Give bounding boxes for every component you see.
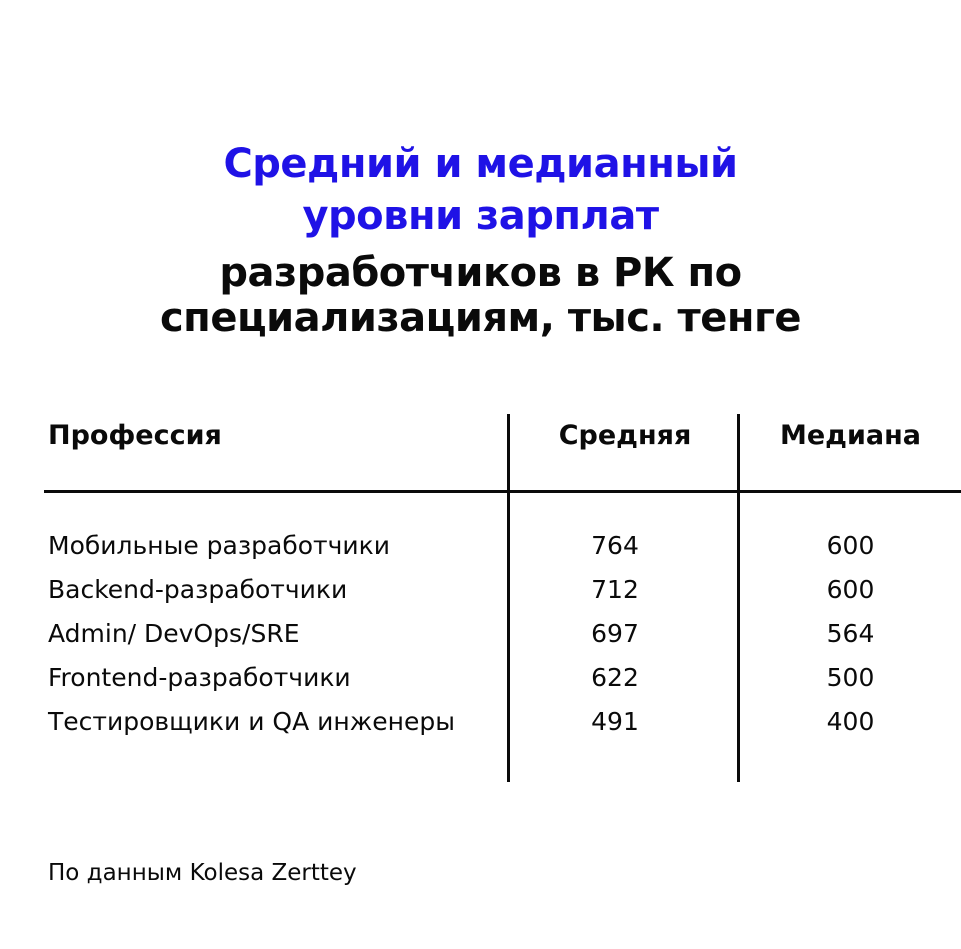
- table-row: [0, 528, 961, 572]
- column-header-profession: Профессия: [48, 420, 222, 451]
- table-body: [0, 528, 961, 748]
- row-mean-value: 697: [591, 619, 639, 648]
- row-median-value: 564: [826, 619, 875, 648]
- table-row: [0, 616, 961, 660]
- row-mean-value: 712: [591, 575, 639, 604]
- table-row: [0, 572, 961, 616]
- row-median-value: 500: [826, 663, 875, 692]
- row-median-value: 400: [826, 707, 875, 736]
- column-header-mean: Средняя: [558, 420, 692, 451]
- row-profession: Frontend-разработчики: [48, 663, 351, 692]
- title-accent-2: уровни зарплат: [302, 193, 659, 239]
- row-median-value: 600: [826, 575, 875, 604]
- row-profession: Тестировщики и QA инженеры: [48, 707, 455, 736]
- row-mean-value: 491: [591, 707, 639, 736]
- title-line-1: [0, 138, 961, 190]
- title-line-3: разработчиков в РК по: [219, 250, 742, 296]
- column-header-median: Медиана: [780, 420, 921, 451]
- table-row: [0, 704, 961, 748]
- row-profession: Мобильные разработчики: [48, 531, 390, 560]
- row-median-value: 600: [826, 531, 875, 560]
- row-mean-value: 764: [591, 531, 639, 560]
- row-profession: Backend-разработчики: [48, 575, 348, 604]
- table-row: [0, 660, 961, 704]
- title-accent-1: Средний и медианный: [223, 141, 738, 187]
- title-line-2: [0, 190, 961, 242]
- row-mean-value: 622: [591, 663, 639, 692]
- row-profession: Admin/ DevOps/SRE: [48, 619, 300, 648]
- header-divider: [44, 490, 961, 493]
- source-note: По данным Kolesa Zerttey: [48, 860, 357, 886]
- title-line-4: специализациям, тыс. тенге: [159, 295, 802, 341]
